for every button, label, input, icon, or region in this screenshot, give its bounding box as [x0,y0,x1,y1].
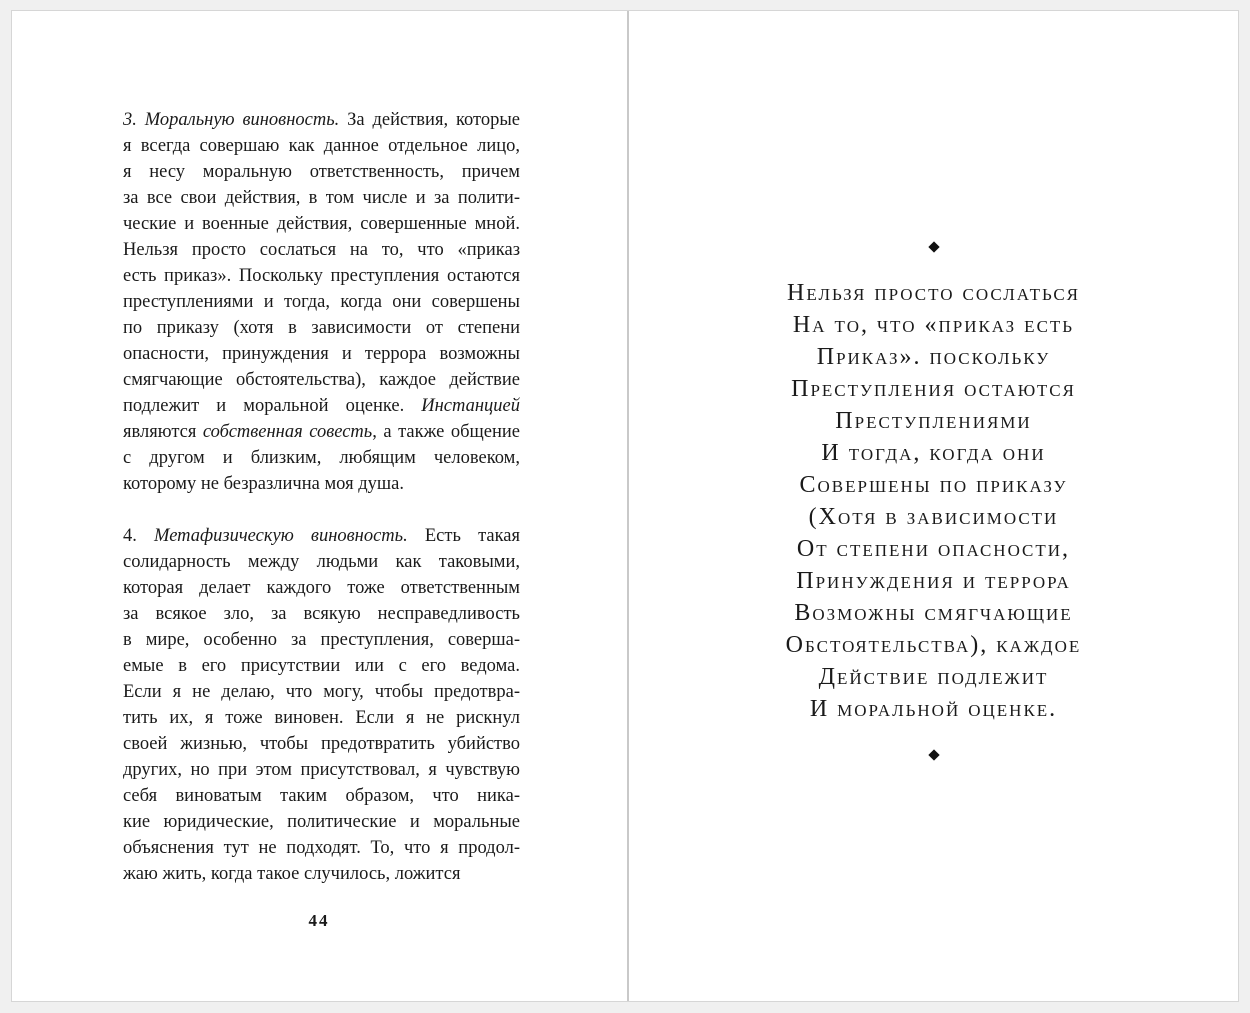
quote-line: Приказ». поскольку [816,344,1051,370]
text-line [123,679,520,705]
text-line [123,783,520,809]
left-page [12,11,626,1001]
text-span: по приказу (хотя в зависимости от степени [123,318,520,338]
quote-line: Принуждения и террора [796,568,1071,594]
paragraph-metaphysical-guilt [123,523,520,887]
text-span: Нельзя просто сослаться на то, что «приказ [123,240,520,260]
text-line [123,393,520,419]
italic-text: 3. Моральную виновность. [123,110,340,130]
text-span: 4. [123,526,155,546]
text-line [123,185,520,211]
text-span: за всякое зло, за всякую несправедливость [123,604,520,624]
text-span: подлежит и моральной оценке. [123,396,422,416]
text-span: которая делает каждого тоже ответственным [123,578,520,598]
diamond-ornament-bottom [928,749,939,760]
quote-line: И моральной оценке. [809,696,1058,722]
text-span: за все свои действия, в том числе и за полити- [123,188,520,208]
diamond-ornament-top [928,241,939,252]
text-span: опасности, принуждения и террора возможны [123,344,520,364]
text-line [123,549,520,575]
text-span: Есть такая [407,526,521,546]
text-span: с другом и близким, любящим человеком, [123,448,520,468]
text-span: тить их, я тоже виновен. Если я не рискнул [123,708,520,728]
book-spread [11,10,1239,1002]
text-line [123,575,520,601]
quote-line: Обстоятельства), каждое [785,632,1082,658]
text-line [123,627,520,653]
quote-line: На то, что «приказ есть [792,312,1075,338]
text-span: являются [123,422,203,442]
pull-quote [629,243,1238,759]
text-line [123,861,520,887]
italic-text: Метафизическую виновность. [154,526,408,546]
quote-line: И тогда, когда они [821,440,1046,466]
text-span: преступлениями и тогда, когда они совершены [123,292,520,312]
text-line [123,367,520,393]
text-span: смягчающие обстоятельства), каждое действие [123,370,520,390]
text-line [123,731,520,757]
text-line [123,601,520,627]
text-line [123,835,520,861]
text-span: объяснения тут не подходят. То, что я продол- [123,838,520,858]
text-span: , а также общение [372,422,520,442]
right-page [629,11,1238,1001]
quote-line: Совершены по приказу [799,472,1068,498]
quote-line: От степени опасности, [796,536,1071,562]
text-line [123,211,520,237]
pull-quote-text [629,277,1238,725]
text-span: ческие и военные действия, совершенные мной. [123,214,520,234]
text-span: есть приказ». Поскольку преступления остаются [123,266,520,286]
quote-line: Нельзя просто сослаться [786,280,1080,306]
text-span: Если я не делаю, что могу, чтобы предотвра- [123,682,520,702]
paragraph-gap [123,497,520,523]
italic-text: Инстанцией [421,396,520,416]
text-span: я несу моральную ответственность, причем [123,162,520,182]
text-span: своей жизнью, чтобы предотвратить убийство [123,734,520,754]
quote-line: Преступления остаются [791,376,1076,402]
quote-line: (Хотя в зависимости [808,504,1059,530]
text-span: жаю жить, когда такое случилось, ложится [123,864,461,884]
text-line [123,757,520,783]
text-line [123,263,520,289]
quote-line: Действие подлежит [818,664,1049,690]
text-span: в мире, особенно за преступления, соверша- [123,630,520,650]
quote-line: Возможны смягчающие [794,600,1073,626]
text-line [123,107,520,133]
text-span: которому не безразлична моя душа. [123,474,404,494]
text-line [123,315,520,341]
paragraph-moral-guilt [123,107,520,497]
text-line [123,289,520,315]
text-line [123,341,520,367]
text-span: я всегда совершаю как данное отдельное лицо, [123,136,520,156]
text-line [123,237,520,263]
text-span: других, но при этом присутствовал, я чувствую [123,760,520,780]
text-line [123,809,520,835]
text-line [123,419,520,445]
text-line [123,445,520,471]
text-line [123,471,520,497]
text-span: себя виноватым таким образом, что ника- [123,786,520,806]
text-span: емые в его присутствии или с его ведома. [123,656,520,676]
text-span: За действия, которые [339,110,520,130]
text-line [123,705,520,731]
body-text [123,107,520,887]
text-line [123,653,520,679]
text-span: кие юридические, политические и моральные [123,812,520,832]
text-line [123,523,520,549]
italic-text: собственная совесть [202,422,373,442]
text-line [123,159,520,185]
quote-line: Преступлениями [835,408,1032,434]
page-number: 44 [308,911,330,930]
text-line [123,133,520,159]
text-span: солидарность между людьми как таковыми, [123,552,520,572]
